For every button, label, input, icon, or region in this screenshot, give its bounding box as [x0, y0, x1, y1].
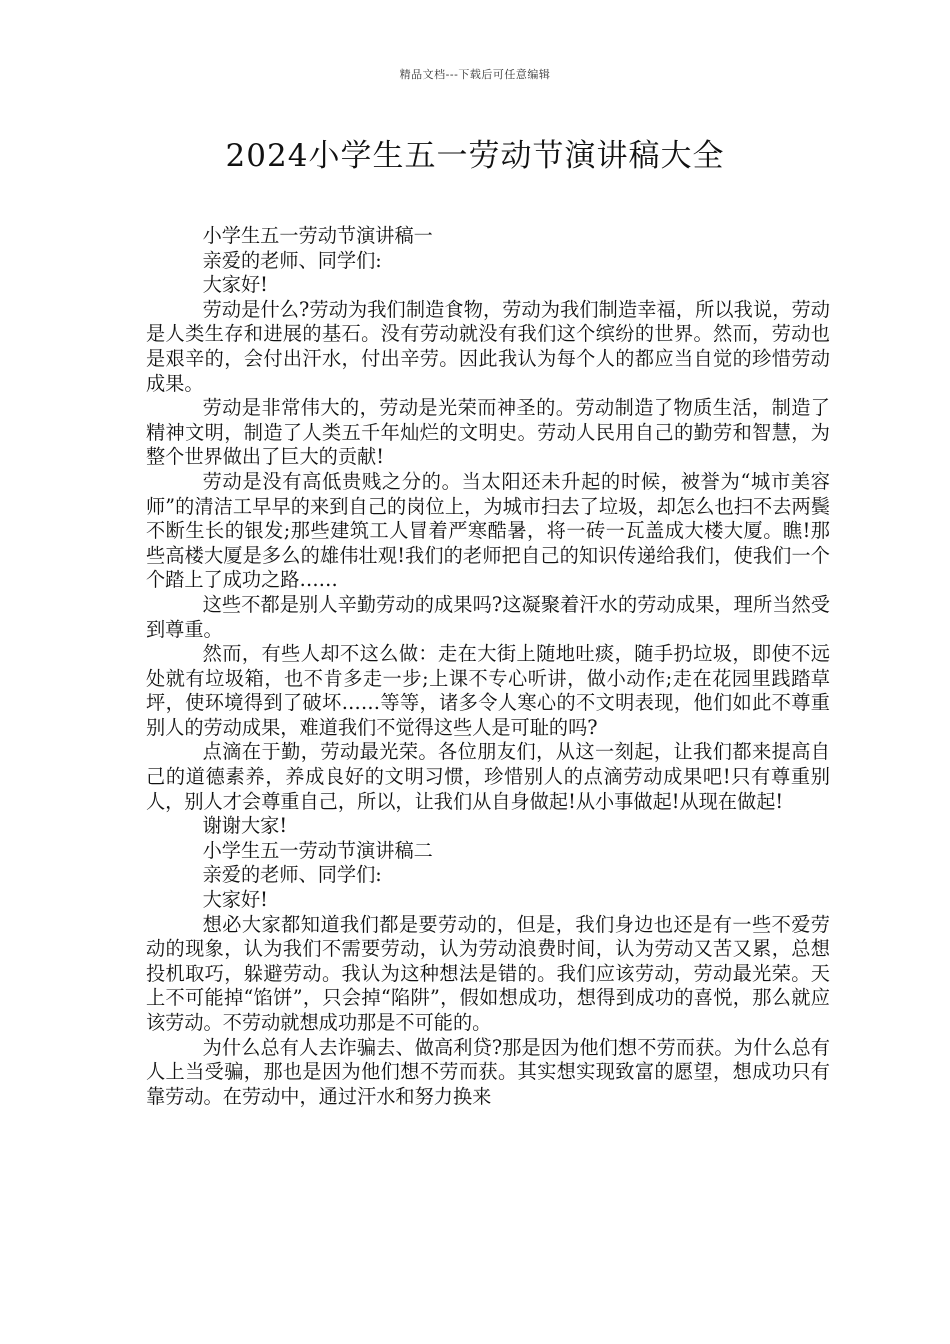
paragraph: 想必大家都知道我们都是要劳动的，但是，我们身边也还是有一些不爱劳动的现象，认为我们不需要劳动，认为劳动浪费时间，认为劳动又苦又累，总想投机取巧，躲避劳动。我认为这种想法是错的。我们应该劳动，劳动最光荣。天上不可能掉“馅饼”，只会掉“陷阱”，假如想成功，想得到成功的喜悦，那么就应该劳动。不劳动就想成功那是不可能的。: [146, 912, 830, 1034]
paragraph: 劳动是没有高低贵贱之分的。当太阳还未升起的时候，被誉为“城市美容师”的清洁工早早的来到自己的岗位上，为城市扫去了垃圾，却怎么也扫不去两鬓不断生长的银发;那些建筑工人冒着严寒酷暑，将一砖一瓦盖成大楼大厦。瞧!那些高楼大厦是多么的雄伟壮观!我们的老师把自己的知识传递给我们，使我们一个个踏上了成功之路……: [146, 469, 830, 592]
paragraph: 这些不都是别人辛勤劳动的成果吗?这凝聚着汗水的劳动成果，理所当然受到尊重。: [146, 592, 830, 641]
header-note: 精品文档---下载后可任意编辑: [399, 68, 551, 81]
salutation: 亲爱的老师、同学们:: [202, 863, 382, 887]
section-heading-2: 小学生五一劳动节演讲稿二: [202, 838, 433, 862]
document-title: 2024小学生五一劳动节演讲稿大全: [225, 138, 725, 174]
paragraph: 为什么总有人去诈骗去、做高利贷?那是因为他们想不劳而获。为什么总有人上当受骗，那也是因为他们想不劳而获。其实想实现致富的愿望，想成功只有靠劳动。在劳动中，通过汗水和努力换来: [146, 1035, 830, 1108]
greeting: 大家好!: [202, 888, 268, 912]
paragraph: 点滴在于勤，劳动最光荣。各位朋友们，从这一刻起，让我们都来提高自己的道德素养，养成良好的文明习惯，珍惜别人的点滴劳动成果吧!只有尊重别人，别人才会尊重自己，所以，让我们从自身做起!从小事做起!从现在做起!: [146, 740, 830, 813]
section-heading-1: 小学生五一劳动节演讲稿一: [202, 224, 433, 247]
paragraph: 然而，有些人却不这么做：走在大街上随地吐痰，随手扔垃圾，即使不远处就有垃圾箱，也不肯多走一步;上课不专心听讲，做小动作;走在花园里践踏草坪，使环境得到了破坏……等等，诸多令人寒心的不文明表现，他们如此不尊重别人的劳动成果，难道我们不觉得这些人是可耻的吗?: [146, 642, 830, 739]
document-body: [146, 224, 830, 1109]
paragraph: 劳动是什么?劳动为我们制造食物，劳动为我们制造幸福，所以我说，劳动是人类生存和进展的基石。没有劳动就没有我们这个缤纷的世界。然而，劳动也是艰辛的，会付出汗水，付出辛劳。因此我认为每个人的都应当自觉的珍惜劳动成果。: [146, 297, 830, 395]
paragraph: 劳动是非常伟大的，劳动是光荣而神圣的。劳动制造了物质生活，制造了精神文明，制造了人类五千年灿烂的文明史。劳动人民用自己的勤劳和智慧，为整个世界做出了巨大的贡献!: [146, 396, 830, 469]
closing: 谢谢大家!: [202, 814, 288, 838]
greeting: 大家好!: [202, 273, 268, 297]
salutation: 亲爱的老师、同学们:: [202, 248, 382, 272]
